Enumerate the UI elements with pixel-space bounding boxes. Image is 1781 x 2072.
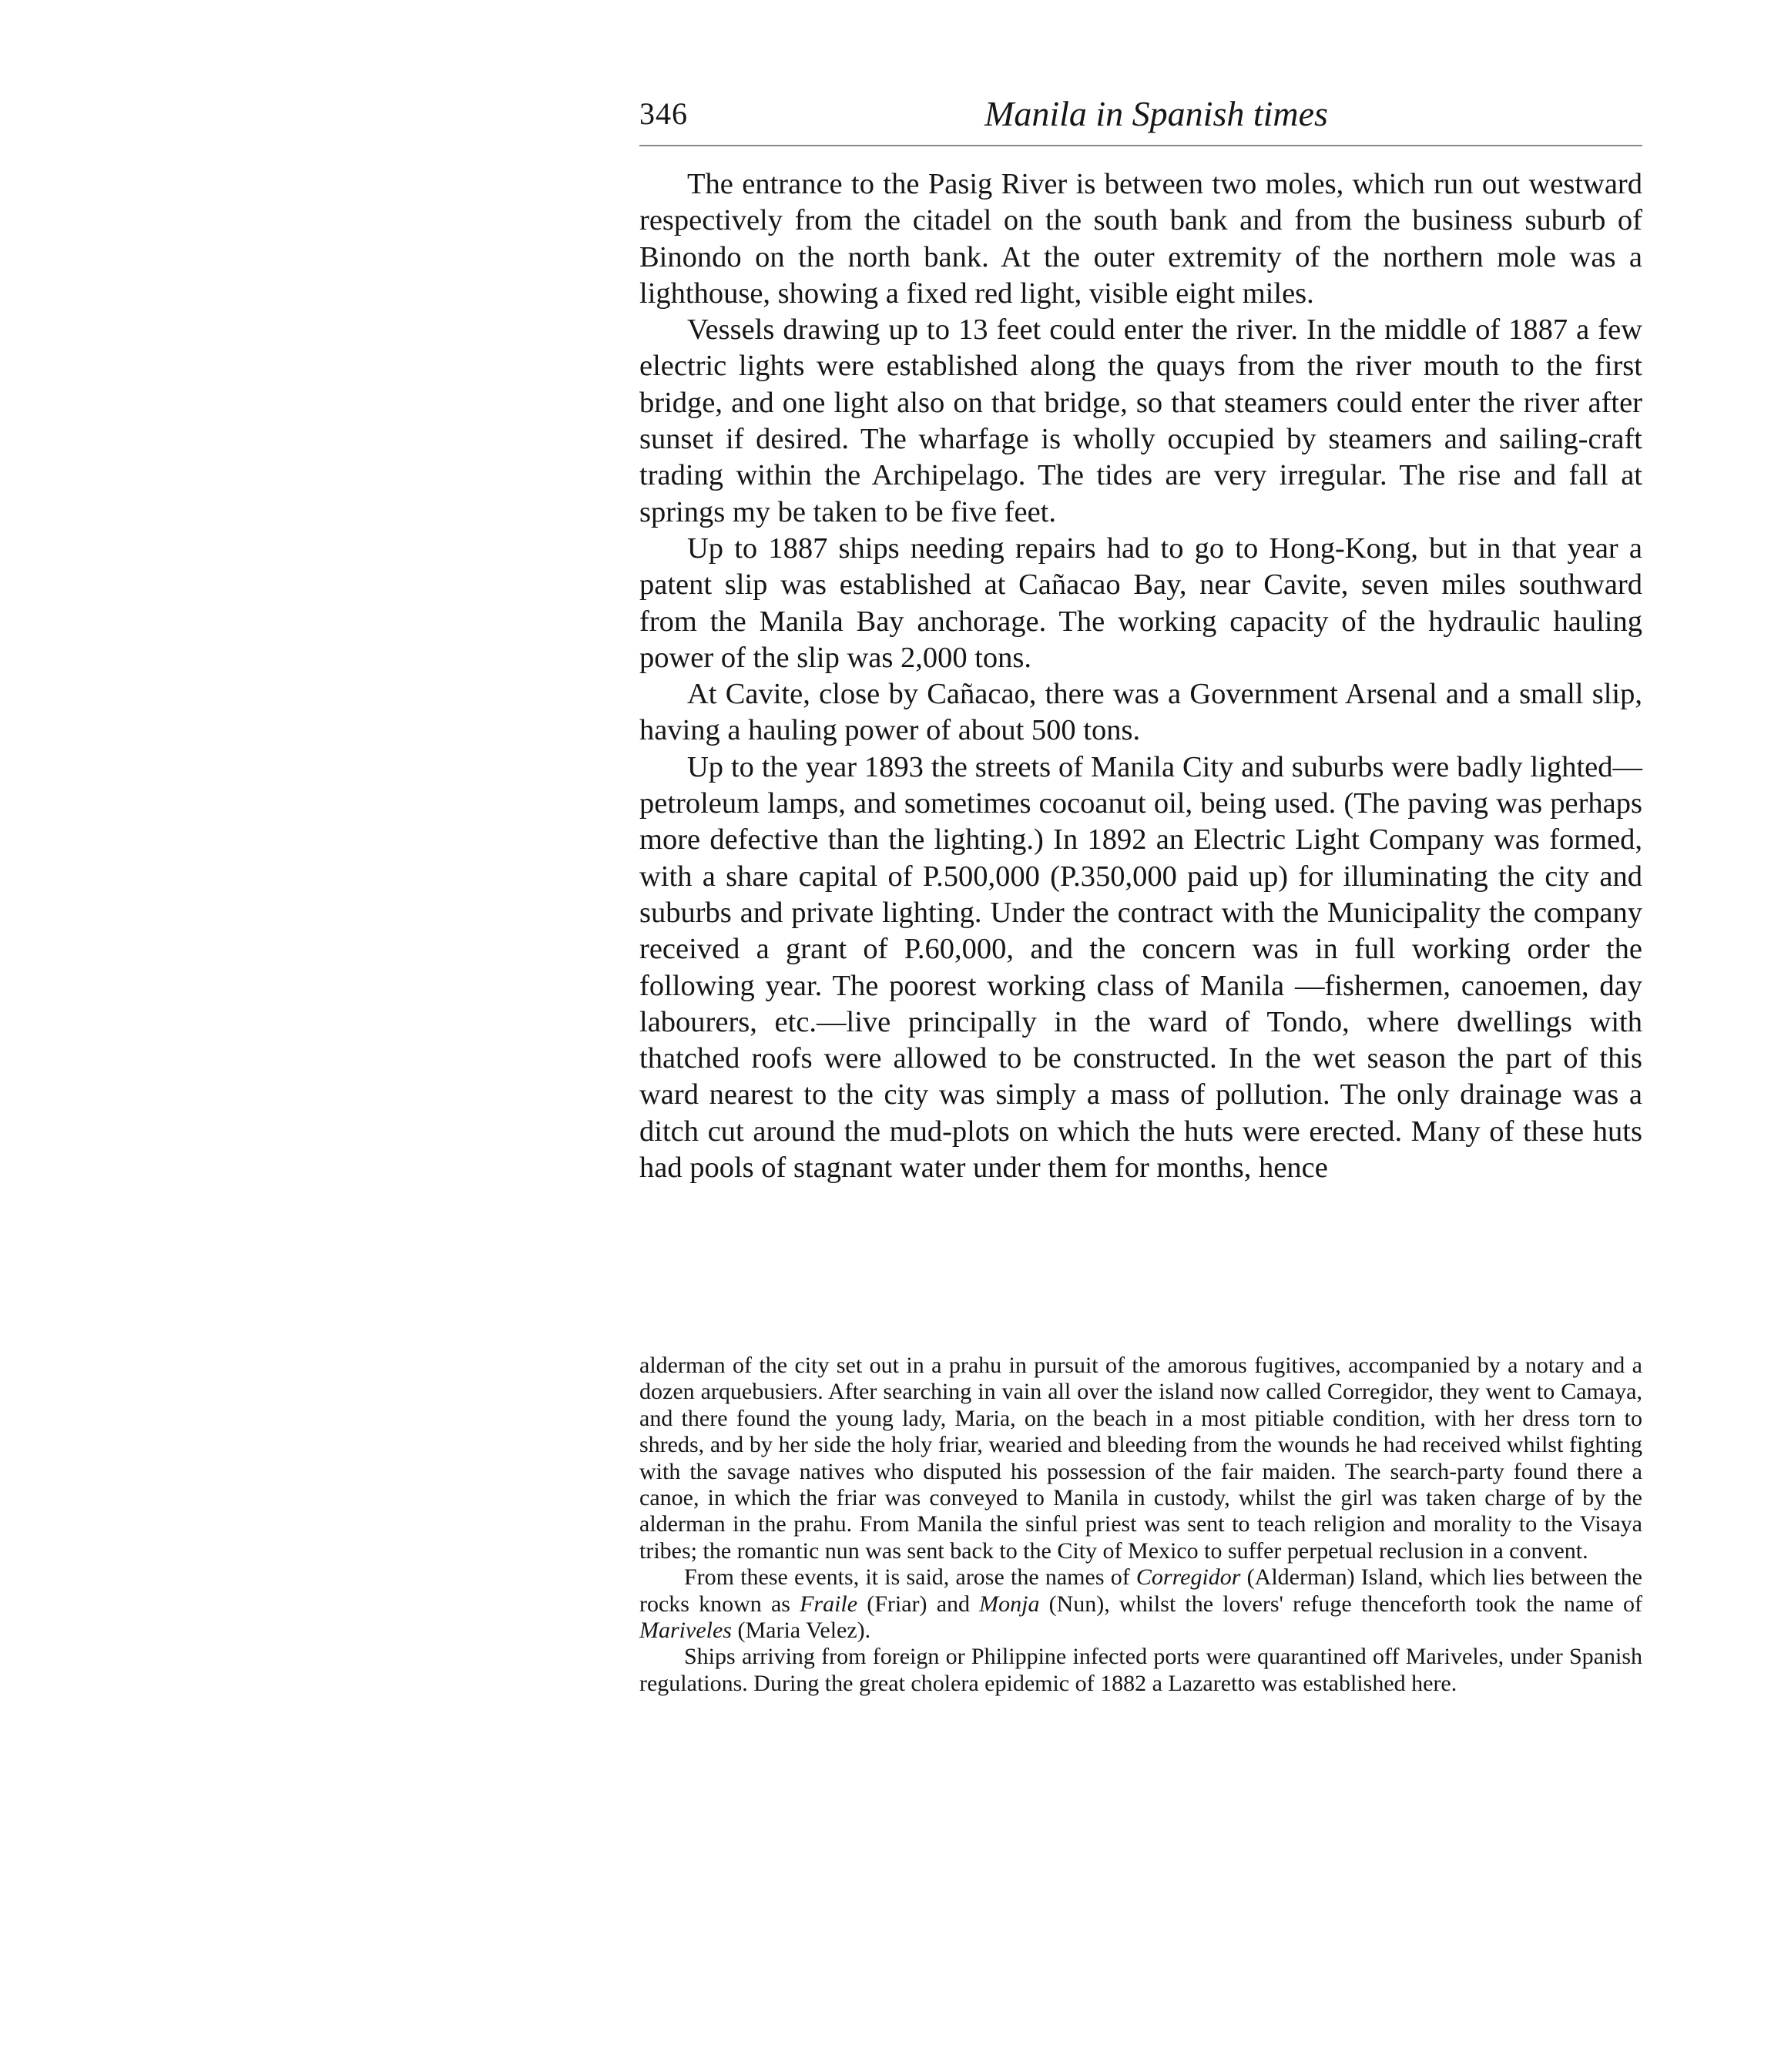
paragraph-lighting: Up to the year 1893 the streets of Manila City and suburbs were badly lighted—petroleum lamps, and sometimes cocoanut oil, being used. (The paving was perhaps more defective than the lighting.) In 1892 an Electric Light Company was formed, with a share capital of P.500,000 (P.350,000 paid up) for illuminating the city and suburbs and private lighting. Under the contract with the Municipality the company received a grant of P.60,000, and the concern was in full working order the following year. The poorest working class of Manila —fishermen, canoemen, day labourers, etc.—live principally in the ward of Tondo, where dwellings with thatched roofs were allowed to be constructed. In the wet season the part of this ward nearest to the city was simply a mass of pollution. The only drainage was a ditch cut around the mud-plots on which the huts were erected. Many of these huts had pools of stagnant water under them for months, hence	[639, 750, 1642, 1185]
paragraph-pasig-entrance: The entrance to the Pasig River is between two moles, which run out westward respectively from the citadel on the south bank and from the business suburb of Binondo on the north bank. At the outer extremity of the northern mole was a lighthouse, showing a fixed red light, visible eight miles.	[639, 168, 1642, 310]
footnote-paragraph-continuation: alderman of the city set out in a prahu in pursuit of the amorous fugitives, accompanied by a notary and a dozen arquebusiers. After searching in vain all over the island now called Corregidor, they went to Camaya, and there found the young lady, Maria, on the beach in a most pitiable condition, with her dress torn to shreds, and by her side the holy friar, wearied and bleeding from the wounds he had received whilst fighting with the savage natives who disputed his possession of the fair maiden. The search-party found there a canoe, in which the friar was conveyed to Manila in custody, whilst the girl was taken charge of by the alderman in the prahu. From Manila the sinful priest was sent to teach religion and morality to the Visaya tribes; the romantic nun was sent back to the City of Mexico to suffer perpetual reclusion in a convent.	[639, 1353, 1642, 1564]
running-title: Manila in Spanish times	[984, 94, 1328, 133]
footnote	[639, 1353, 1642, 1697]
term-mariveles: Mariveles	[639, 1618, 732, 1644]
header-rule	[639, 145, 1642, 146]
footnote-paragraph-names: From these events, it is said, arose the names of Corregidor (Alderman) Island, which lies between the rocks known as Fraile (Friar) and Monja (Nun), whilst the lovers' refuge thenceforth took the name of Mariveles (Maria Velez).	[639, 1564, 1642, 1644]
main-text	[639, 166, 1642, 1186]
term-corregidor: Corregidor	[1135, 1564, 1241, 1591]
footnote-paragraph-quarantine: Ships arriving from foreign or Philippine infected ports were quarantined off Mariveles, under Spanish regulations. During the great cholera epidemic of 1882 a Lazaretto was established here.	[639, 1644, 1642, 1696]
paragraph-repairs: Up to 1887 ships needing repairs had to go to Hong-Kong, but in that year a patent slip was established at Cañacao Bay, near Cavite, seven miles southward from the Manila Bay anchorage. The working capacity of the hydraulic hauling power of the slip was 2,000 tons.	[639, 531, 1642, 674]
page-number: 346	[639, 96, 688, 131]
term-fraile: Fraile	[800, 1591, 858, 1617]
paragraph-vessels: Vessels drawing up to 13 feet could enter the river. In the middle of 1887 a few electric lights were established along the quays from the river mouth to the first bridge, and one light also on that bridge, so that steamers could enter the river after sunset if desired. The wharfage is wholly occupied by steamers and sailing-craft trading within the Archipelago. The tides are very irregular. The rise and fall at springs my be taken to be five feet.	[639, 313, 1642, 528]
paragraph-cavite: At Cavite, close by Cañacao, there was a Government Arsenal and a small slip, having a hauling power of about 500 tons.	[639, 678, 1642, 747]
term-monja: Monja	[979, 1591, 1040, 1617]
running-head	[639, 89, 1642, 139]
